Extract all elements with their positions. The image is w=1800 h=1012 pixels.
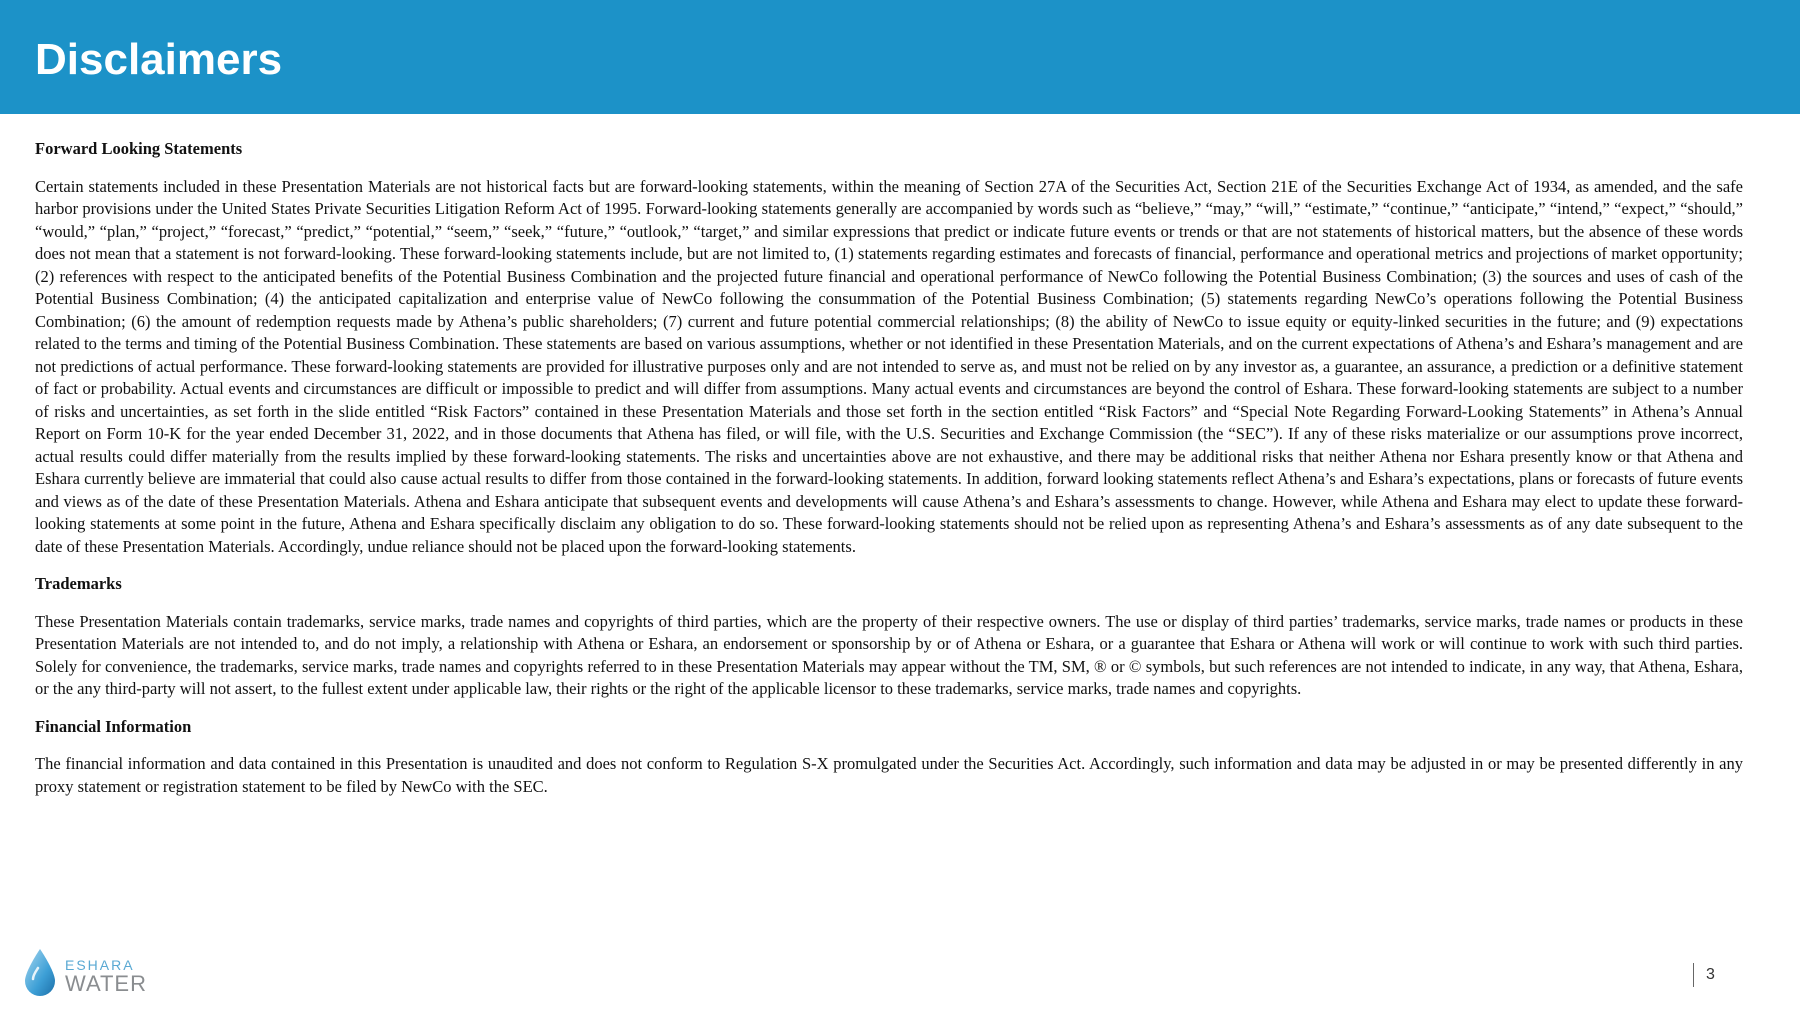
section-heading-trademarks: Trademarks	[35, 574, 122, 593]
logo-text-eshara: ESHARA	[65, 957, 135, 973]
page-title: Disclaimers	[35, 35, 283, 84]
section-heading-financial-information: Financial Information	[35, 716, 192, 736]
page-number: 3	[1706, 966, 1715, 983]
section-body-financial-information: The financial information and data contained in this Presentation is unaudited and does not conform to Regulation S-X promulgated under the Securities Act. Accordingly, such information and data may be adjusted in or may be presented differently in any proxy statement or registration statement to be filed by NewCo with the SEC.	[35, 754, 1743, 796]
financial-information-section	[35, 716, 1743, 799]
forward-looking-section	[35, 138, 1743, 558]
trademarks-section	[35, 573, 1743, 701]
logo-text-water: WATER	[65, 971, 147, 996]
eshara-water-logo	[23, 947, 163, 999]
section-body-forward-looking: Certain statements included in these Presentation Materials are not historical facts but are forward-looking statements, within the meaning of Section 27A of the Securities Act, Section 21E of the Securities Exchange Act of 1934, as amended, and the safe harbor provisions under the United States Private Securities Litigation Reform Act of 1995. Forward-looking statements generally are accompanied by words such as “believe,” “may,” “will,” “estimate,” “continue,” “anticipate,” “intend,” “expect,” “should,” “would,” “plan,” “project,” “forecast,” “predict,” “potential,” “seem,” “seek,” “future,” “outlook,” “target,” and similar expressions that predict or indicate future events or trends or that are not statements of historical matters, but the absence of these words does not mean that a statement is not forward-looking. These forward-looking statements include, but are not limited to, (1) statements regarding estimates and forecasts of financial, performance and operational metrics and projections of market opportunity; (2) references with respect to the anticipated benefits of the Potential Business Combination and the projected future financial and operational performance of NewCo following the Potential Business Combination; (3) the sources and uses of cash of the Potential Business Combination; (4) the anticipated capitalization and enterprise value of NewCo following the consummation of the Potential Business Combination; (5) statements regarding NewCo’s operations following the Potential Business Combination; (6) the amount of redemption requests made by Athena’s public shareholders; (7) current and future potential commercial relationships; (8) the ability of NewCo to issue equity or equity-linked securities in the future; and (9) expectations related to the terms and timing of the Potential Business Combination. These statements are based on various assumptions, whether or not identified in these Presentation Materials, and on the current expectations of Athena’s and Eshara’s management and are not predictions of actual performance. These forward-looking statements are provided for illustrative purposes only and are not intended to serve as, and must not be relied on by any investor as, a guarantee, an assurance, a prediction or a definitive statement of fact or probability. Actual events and circumstances are difficult or impossible to predict and will differ from assumptions. Many actual events and circumstances are beyond the control of Eshara. These forward-looking statements are subject to a number of risks and uncertainties, as set forth in the slide entitled “Risk Factors” contained in these Presentation Materials and those set forth in the section entitled “Risk Factors” and “Special Note Regarding Forward-Looking Statements” in Athena’s Annual Report on Form 10-K for the year ended December 31, 2022, and in those documents that Athena has filed, or will file, with the U.S. Securities and Exchange Commission (the “SEC”). If any of these risks materialize or our assumptions prove incorrect, actual results could differ materially from the results implied by these forward-looking statements. The risks and uncertainties above are not exhaustive, and there may be additional risks that neither Athena nor Eshara presently know or that Athena and Eshara currently believe are immaterial that could also cause actual results to differ from those contained in the forward-looking statements. In addition, forward looking statements reflect Athena’s and Eshara’s expectations, plans or forecasts of future events and views as of the date of these Presentation Materials. Athena and Eshara anticipate that subsequent events and developments will cause Athena’s and Eshara’s assessments to change. However, while Athena and Eshara may elect to update these forward-looking statements at some point in the future, Athena and Eshara specifically disclaim any obligation to do so. These forward-looking statements should not be relied upon as representing Athena’s and Eshara’s assessments as of any date subsequent to the date of these Presentation Materials. Accordingly, undue reliance should not be placed upon the forward-looking statements.	[35, 176, 1743, 556]
disclaimer-content	[35, 138, 1743, 813]
section-body-trademarks: These Presentation Materials contain trademarks, service marks, trade names and copyrights of third parties, which are the property of their respective owners. The use or display of third parties’ trademarks, service marks, trade names or products in these Presentation Materials are not intended to, and do not imply, a relationship with Athena or Eshara, an endorsement or sponsorship by or of Athena or Eshara, or a guarantee that Eshara or Athena will work or will continue to work with such third parties. Solely for convenience, the trademarks, service marks, trade names and copyrights referred to in these Presentation Materials may appear without the TM, SM, ® or © symbols, but such references are not intended to indicate, in any way, that Athena, Eshara, or the any third-party will not assert, to the fullest extent under applicable law, their rights or the right of the applicable licensor to these trademarks, service marks, trade names and copyrights.	[35, 611, 1743, 698]
page-number-divider	[1693, 963, 1694, 987]
water-drop-icon	[23, 947, 57, 999]
section-heading-forward-looking: Forward Looking Statements	[35, 139, 243, 158]
header-bar	[0, 0, 1800, 114]
